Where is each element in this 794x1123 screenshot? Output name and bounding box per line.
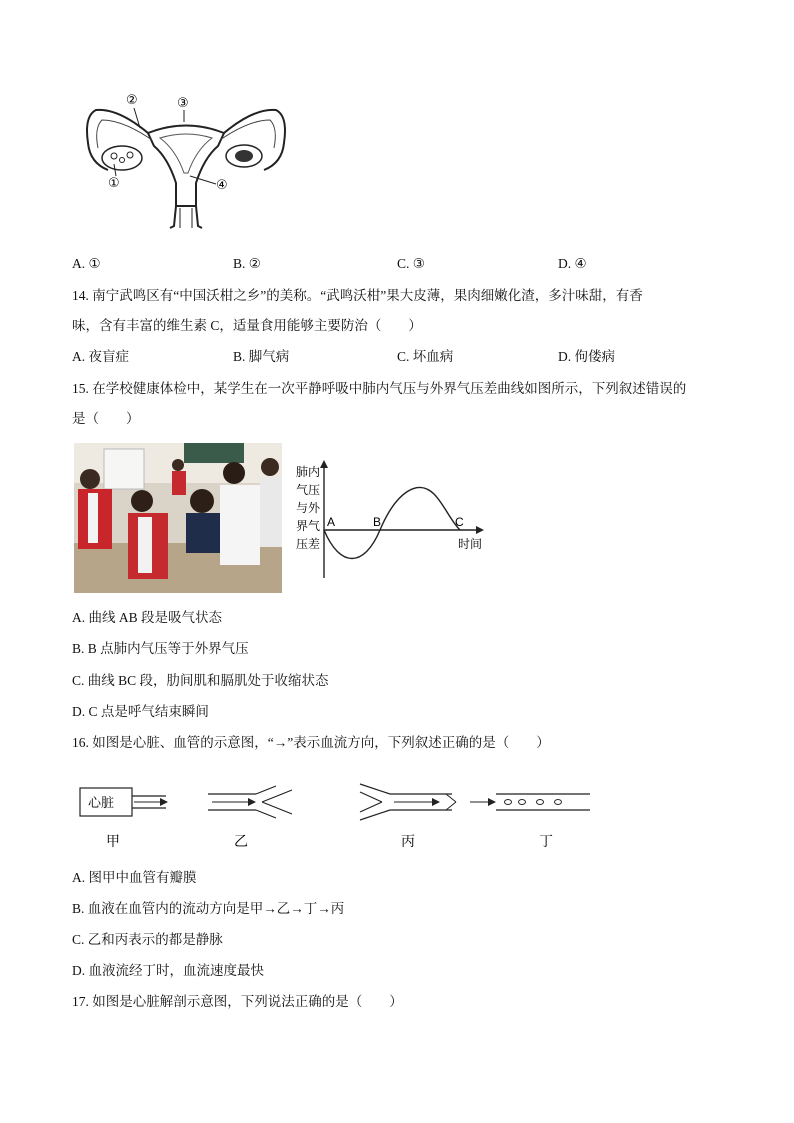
q15-option-c: C. 曲线 BC 段，肋间肌和膈肌处于收缩状态 [72, 673, 329, 688]
q13-option-c: C. ③ [397, 256, 425, 271]
q14-option-d: D. 佝偻病 [558, 349, 615, 364]
q13-option-a: A. ① [72, 256, 101, 271]
health-check-photo [74, 443, 282, 593]
q14-stem-line1: 14. 南宁武鸣区有“中国沃柑之乡”的美称。“武鸣沃柑”果大皮薄，果肉细嫩化渣，多汁味甜，有香 [72, 288, 643, 303]
q15-option-b: B. B 点肺内气压等于外界气压 [72, 641, 249, 656]
q13-option-b: B. ② [233, 256, 261, 271]
q14-option-b: B. 脚气病 [233, 349, 290, 364]
graph-ylabel-line3: 与外 [296, 501, 321, 515]
q13-option-d: D. ④ [558, 256, 587, 271]
q17-stem-line1: 17. 如图是心脏解剖示意图，下列说法正确的是（ ） [72, 994, 403, 1009]
label-1: ① [108, 175, 120, 190]
caption-bing: 丙 [401, 833, 415, 849]
caption-jia: 甲 [106, 833, 120, 849]
pressure-difference-graph [292, 458, 492, 584]
caption-ding: 丁 [539, 833, 553, 849]
q16-option-a: A. 图甲中血管有瓣膜 [72, 870, 197, 885]
q15-option-d: D. C 点是呼气结束瞬间 [72, 704, 209, 719]
graph-ylabel-line1: 肺内 [296, 465, 321, 479]
graph-xlabel: 时间 [458, 537, 483, 551]
q16-stem-line1: 16. 如图是心脏、血管的示意图，“→”表示血流方向，下列叙述正确的是（ ） [72, 735, 550, 750]
heart-vessel-figure [76, 778, 600, 852]
q15-stem-line1: 15. 在学校健康体检中，某学生在一次平静呼吸中肺内气压与外界气压差曲线如图所示，下列叙述错误的 [72, 381, 687, 396]
q14-option-a: A. 夜盲症 [72, 349, 129, 364]
label-3: ③ [177, 95, 189, 110]
graph-ylabel-line4: 界气 [296, 519, 321, 533]
graph-ylabel-line2: 气压 [296, 483, 321, 497]
female-reproductive-system-figure [78, 88, 298, 233]
heart-label: 心脏 [88, 795, 115, 810]
pressure-curve [324, 487, 460, 558]
graph-point-c: C [455, 515, 464, 529]
graph-ylabel-line5: 压差 [296, 537, 321, 551]
q15-option-a: A. 曲线 AB 段是吸气状态 [72, 610, 223, 625]
q16-option-c: C. 乙和丙表示的都是静脉 [72, 932, 223, 947]
graph-point-a: A [327, 515, 336, 529]
q15-stem-line2: 是（ ） [72, 411, 140, 426]
label-4: ④ [216, 177, 228, 192]
q16-option-d: D. 血液流经丁时，血流速度最快 [72, 963, 264, 978]
q16-option-b: B. 血液在血管内的流动方向是甲→乙→丁→丙 [72, 901, 345, 916]
graph-point-b: B [373, 515, 382, 529]
caption-yi: 乙 [234, 833, 248, 849]
q14-option-c: C. 坏血病 [397, 349, 454, 364]
q14-stem-line2: 味，含有丰富的维生素 C，适量食用能够主要防治（ ） [72, 318, 422, 333]
label-2: ② [126, 92, 138, 107]
